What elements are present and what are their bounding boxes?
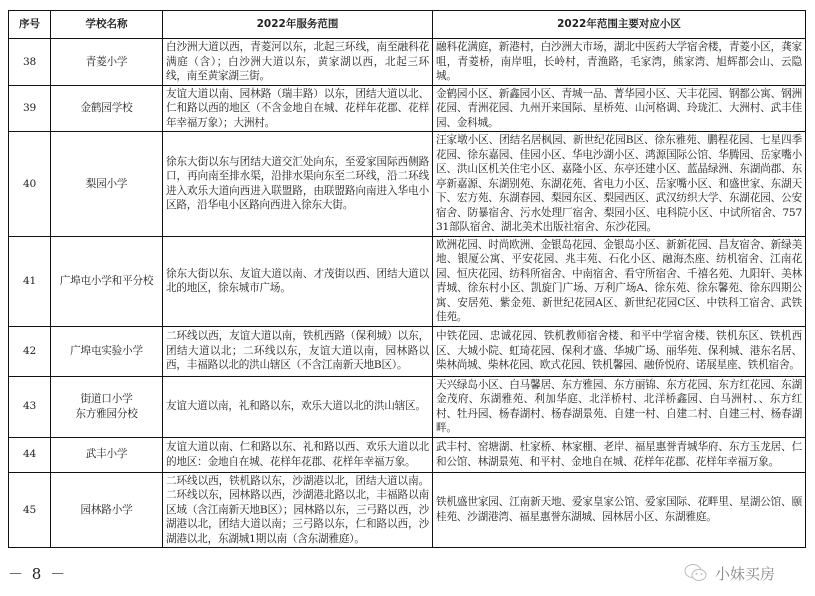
school-name: 广埠屯小学和平分校 bbox=[51, 236, 163, 326]
school-name: 园林路小学 bbox=[51, 472, 163, 548]
service-scope: 友谊大道以南、园林路（瑞丰路）以东，团结大道以北、仁和路以西的地区（不含金地自在城、花样年花郡、花样年幸福万象）；大洲村。 bbox=[163, 85, 433, 132]
table-row bbox=[9, 132, 806, 237]
service-scope: 友谊大道以南，礼和路以东，欢乐大道以北的洪山辖区。 bbox=[163, 376, 433, 437]
school-name: 青菱小学 bbox=[51, 39, 163, 86]
table-row bbox=[9, 326, 806, 376]
row-number: 44 bbox=[9, 437, 51, 472]
watermark bbox=[683, 562, 775, 584]
communities: 欧洲花园、时尚欧洲、金银岛花园、金银岛小区、新新花园、昌友宿舍、新绿美地、银厦公寓、平安花园、兆丰苑、石化小区、融海杰座、纺机宿舍、江南花园、恒庆花园、纺科所宿舍、中南宿舍、看守所宿舍、千禧名苑、九阳轩、美林青城、徐东村小区、凯旋门广场、万利广场A、徐东苑、徐东馨苑、徐东四期公寓、安居苑、紫金苑、新世纪花园A区、新世纪花园C区、中铁科工宿舍、武铁佳苑。 bbox=[433, 236, 806, 326]
table-row bbox=[9, 376, 806, 437]
communities: 汪家墩小区、团结名居枫园、新世纪花园B区、徐东雅苑、鹏程花园、七星四季花园、徐东嘉园、佳园小区、华电沙湖小区、鸿源国际公馆、华腾园、岳家嘴小区、洪山区机关住宅小区、嘉隆小区、东亭还建小区、蓝晶绿洲、东湖尚郡、东亭新嘉源、东湖别苑、东湖花苑、省电力小区、岳家嘴小区、和盛世家、东湖天下、宏方苑、东湖春园、梨园东区、梨园西区、武汉纺织大学、东湖花园、公安宿舍、防暴宿舍、污水处理厂宿舍、梨园小区、电科院小区、中试所宿舍、75731部队宿舍、湖北美术出版社宿舍、东沙花园。 bbox=[433, 132, 806, 237]
service-scope: 友谊大道以南、仁和路以东、礼和路以西、欢乐大道以北的地区：金地自在城、花样年花郡、花样年幸福万象。 bbox=[163, 437, 433, 472]
service-scope: 徐东大街以东与团结大道交汇处向东，至爱家国际西侧路口，再向南至排水渠，沿排水渠向东至二环线，沿二环线进入欢乐大道向西进入联盟路，由联盟路向南进入华电小区路，沿华电小区路向西进入徐东大街。 bbox=[163, 132, 433, 237]
table-row bbox=[9, 85, 806, 132]
row-number: 40 bbox=[9, 132, 51, 237]
communities: 铁机盛世家园、江南新天地、爱家皇家公馆、爱家国际、花畔里、星湖公馆、颐桂苑、沙湖港湾、福星惠誉东湖城、园林居小区、东湖雅庭。 bbox=[433, 472, 806, 548]
school-district-table bbox=[8, 10, 806, 548]
communities: 融科花满庭，新港村，白沙洲大市场，湖北中医药大学宿舍楼，青菱小区，龚家咀，青菱桥，南岸咀，长岭村，青渔路，毛家湾，熊家湾、旭辉都会山、云隐城。 bbox=[433, 39, 806, 86]
school-name: 广埠屯实验小学 bbox=[51, 326, 163, 376]
row-number: 39 bbox=[9, 85, 51, 132]
row-number: 43 bbox=[9, 376, 51, 437]
service-scope: 白沙洲大道以西，青菱河以东，北起三环线，南至融科花满庭（含）；白沙洲大道以东，黄家湖以西，北起三环线，南至黄家湖三街。 bbox=[163, 39, 433, 86]
communities: 武丰村、窑塘湖、杜家桥、林家棚、老岸、福星惠誉青城华府、东方玉龙居、仁和公馆、林湖景苑、和平村、金地自在城、花样年花郡、花样年幸福万象。 bbox=[433, 437, 806, 472]
service-scope: 二环线以西，铁机路以东，沙湖港以北，团结大道以南。二环线以东，园林路以西，沙湖港北路以北，丰福路以南区域（含江南新天地B区）；园林路以东，三弓路以西，沙湖港以北，团结大道以南；三弓路以东，仁和路以西，沙湖港以北，东湖城1期以南（含东湖雅庭）。 bbox=[163, 472, 433, 548]
row-number: 41 bbox=[9, 236, 51, 326]
table-row bbox=[9, 236, 806, 326]
school-name: 武丰小学 bbox=[51, 437, 163, 472]
header-scope: 2022年服务范围 bbox=[163, 11, 433, 39]
header-communities: 2022年范围主要对应小区 bbox=[433, 11, 806, 39]
service-scope: 徐东大街以东、友谊大道以南、才茂街以西、团结大道以北的地区，徐东城市广场。 bbox=[163, 236, 433, 326]
row-number: 45 bbox=[9, 472, 51, 548]
row-number: 42 bbox=[9, 326, 51, 376]
communities: 天兴绿岛小区、白马馨居、东方雅园、东方丽锦、东方花园、东方红花园、东湖金茂府、东湖雅苑、利加华庭、北洋桥村、北洋桥鑫园、白马洲村、、东方红村、牡丹园、杨春湖村、杨春湖景苑、自建一村、自建二村、自建三村、杨春湖畔。 bbox=[433, 376, 806, 437]
communities: 金鹤园小区、新鑫园小区、青城一品、菁华园小区、天丰花园、钢都公寓、钢洲花园、青洲花园、九州开来国际、星桥苑、山河格调、玲珑汇、大洲村、武丰佳园、金科城。 bbox=[433, 85, 806, 132]
communities: 中铁花园、忠诚花园、铁机教师宿舍楼、和平中学宿舍楼、铁机东区、铁机西区、大城小院、虹琦花园、保利才盛、华城广场、丽华苑、保利城、港东名居、柴林尚城、柴林花园、欧式花园、铁机馨园、融侨悦府、诺展星座、铁机宿舍。 bbox=[433, 326, 806, 376]
school-name: 金鹤园学校 bbox=[51, 85, 163, 132]
watermark-text: 小妹买房 bbox=[714, 564, 775, 583]
row-number: 38 bbox=[9, 39, 51, 86]
page-bottom bbox=[8, 562, 805, 584]
table-row bbox=[9, 472, 806, 548]
table-row bbox=[9, 437, 806, 472]
header-school: 学校名称 bbox=[51, 11, 163, 39]
header-number: 序号 bbox=[9, 11, 51, 39]
service-scope: 二环线以西，友谊大道以南，铁机西路（保利城）以东，团结大道以北；二环线以东，友谊大道以南，园林路以西，丰福路以北的洪山辖区（不含江南新天地B区）。 bbox=[163, 326, 433, 376]
page-number: － 8 － bbox=[8, 564, 68, 583]
table-row bbox=[9, 39, 806, 86]
school-name: 梨园小学 bbox=[51, 132, 163, 237]
wechat-icon bbox=[683, 562, 709, 584]
table-header-row bbox=[9, 11, 806, 39]
school-name: 街道口小学 东方雅园分校 bbox=[51, 376, 163, 437]
